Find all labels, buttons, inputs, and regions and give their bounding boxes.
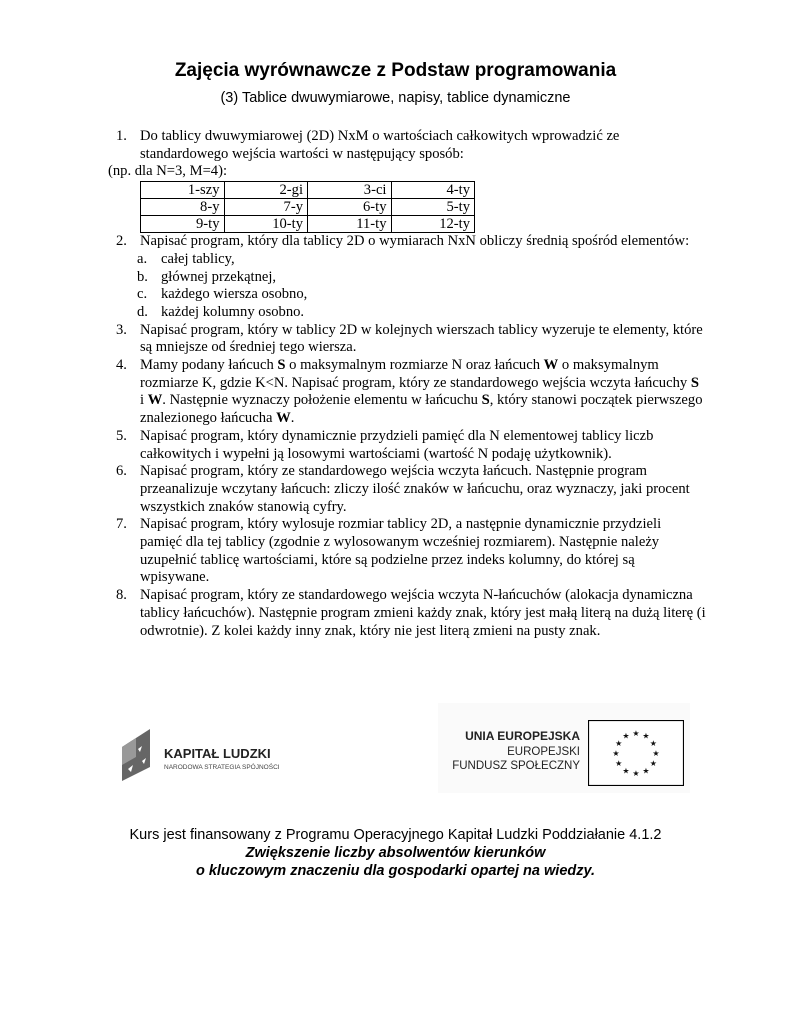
project-title-line: o kluczowym znaczeniu dla gospodarki opartej na wiedzy. [195, 863, 596, 879]
eu-flag-icon [588, 720, 684, 786]
table-row [141, 216, 475, 233]
eu-line: FUNDUSZ SPOŁECZNY [452, 760, 580, 772]
task-1 [116, 128, 706, 163]
task-text-part: o maksymalnym rozmiarze K, gdzie K<N. Napisać program, który ze standardowego wejścia wczyta łańcuchy [140, 357, 691, 391]
task-7 [116, 516, 706, 587]
task-text-part: o maksymalnym rozmiarze N oraz łańcuch [285, 357, 544, 374]
sub-letter: b. [137, 268, 148, 285]
sub-letter: c. [137, 286, 148, 303]
page-title: Zajęcia wyrównawcze z Podstaw programowania [174, 60, 617, 81]
task-text: Napisać program, który w tablicy 2D w kolejnych wierszach tablicy wyzeruje te elementy, które są mniejsze od średniej tego wiersza. [140, 321, 703, 356]
task-text-part: , który stanowi początek pierwszego znalezionego łańcucha [140, 392, 703, 427]
string-name: W [543, 357, 559, 374]
eu-line: UNIA EUROPEJSKA [465, 729, 580, 743]
table-cell: 11-ty [308, 216, 392, 233]
eu-star-icon: ★ [642, 766, 650, 776]
sub-item [116, 286, 706, 304]
eu-text [452, 729, 580, 772]
task-number: 8. [116, 587, 127, 604]
task-text: Napisać program, który ze standardowego wejścia wczyta łańcuch. Następnie program przeanalizuje wczytany łańcuch: zliczy ilość znaków w łańcuchu, oraz wyznaczy, jaki procent wszystkich znaków stanowią cyfry. [140, 463, 690, 515]
task-number: 7. [116, 516, 127, 533]
task-text-part: . [290, 410, 295, 427]
eu-star-icon: ★ [649, 759, 657, 768]
task-number: 2. [116, 233, 127, 250]
example-note: (np. dla N=3, M=4): [108, 163, 228, 180]
eu-star-icon: ★ [652, 749, 660, 758]
task-2 [116, 233, 706, 251]
table-cell: 9-ty [141, 216, 225, 233]
task-text: Do tablicy dwuwymiarowej (2D) NxM o wartościach całkowitych wprowadzić ze standardowego wejścia wartości w następujący sposób: [140, 128, 620, 162]
task-text-part: i [140, 392, 148, 409]
task-text: Napisać program, który dynamicznie przydzieli pamięć dla N elementowej tablicy liczb całkowitych i wypełni ją losowymi wartościami (wartość N podaję użytkownik). [140, 427, 654, 462]
table-row [141, 199, 475, 216]
funding-line: Kurs jest finansowany z Programu Operacyjnego Kapitał Ludzki Poddziałanie 4.1.2 [129, 827, 662, 843]
task-number: 6. [116, 463, 127, 480]
eu-star-icon: ★ [632, 729, 640, 738]
sub-text: głównej przekątnej, [161, 268, 277, 285]
task-5 [116, 428, 706, 463]
eu-star-icon: ★ [615, 759, 623, 768]
eu-star-icon: ★ [649, 739, 657, 748]
eu-star-icon: ★ [642, 731, 650, 741]
task-number: 1. [116, 128, 127, 144]
example-table [140, 181, 475, 233]
eu-star-icon: ★ [632, 769, 640, 778]
task-number: 3. [116, 321, 127, 338]
string-name: S [690, 374, 699, 391]
task-4 [116, 357, 706, 428]
task-list [108, 128, 706, 640]
table-cell: 6-ty [308, 199, 392, 216]
table-cell: 7-y [224, 199, 308, 216]
task-text: Napisać program, który wylosuje rozmiar tablicy 2D, a następnie dynamicznie przydzieli pamięć dla tej tablicy (zgodnie z wylosowanym wcześniej rozmiarem). Następnie należy uzupełnić tablicę wartościami, które są podzielne przez indeks kolumny, do której są wpisywane. [140, 516, 662, 586]
sub-item [116, 304, 706, 322]
table-cell: 1-szy [141, 182, 225, 199]
sub-text: całej tablicy, [161, 250, 235, 267]
task-number: 5. [116, 427, 127, 444]
sub-letter: d. [137, 303, 148, 320]
sub-item [116, 269, 706, 287]
task-6 [116, 463, 706, 516]
page-subtitle: (3) Tablice dwuwymiarowe, napisy, tablice dynamiczne [220, 90, 571, 106]
task-number: 4. [116, 357, 127, 374]
task-text-part: Mamy podany łańcuch [140, 357, 278, 374]
sub-text: każdego wiersza osobno, [161, 286, 308, 303]
sub-item [116, 251, 706, 269]
table-cell: 12-ty [391, 216, 475, 233]
task-3 [116, 322, 706, 357]
eu-logo [438, 703, 690, 793]
table-row [141, 182, 475, 199]
task-8 [116, 587, 706, 640]
eu-star-icon: ★ [612, 749, 620, 758]
table-cell: 10-ty [224, 216, 308, 233]
string-name: W [147, 392, 163, 409]
table-cell: 8-y [141, 199, 225, 216]
kapital-ludzki-logo [120, 727, 300, 787]
string-name: W [276, 410, 291, 427]
string-name: S [481, 392, 490, 409]
table-cell: 3-ci [308, 182, 392, 199]
eu-star-icon: ★ [615, 739, 623, 748]
task-text: Napisać program, który dla tablicy 2D o wymiarach NxN obliczy średnią spośród elementów: [140, 233, 690, 250]
table-cell: 2-gi [224, 182, 308, 199]
eu-star-icon: ★ [622, 766, 630, 776]
funding-footer [0, 826, 791, 880]
eu-star-icon: ★ [622, 731, 630, 741]
eu-line: EUROPEJSKI [507, 746, 580, 758]
project-title-line: Zwiększenie liczby absolwentów kierunków [245, 845, 546, 861]
task-text: Napisać program, który ze standardowego wejścia wczyta N-łańcuchów (alokacja dynamiczna tablicy łańcuchów). Następnie program zmieni każdy znak, który jest małą literą na dużą literę (i odwrotnie). Z kolei każdy inny znak, który nie jest literą zmieni na pusty znak. [140, 587, 706, 639]
task-text-part: . Następnie wyznaczy położenie elementu w łańcuchu [162, 392, 482, 409]
kapital-ludzki-name: KAPITAŁ LUDZKI [164, 746, 271, 761]
logo-bar [0, 700, 791, 800]
kapital-ludzki-subtitle: NARODOWA STRATEGIA SPÓJNOŚCI [164, 764, 280, 771]
table-cell: 4-ty [391, 182, 475, 199]
string-name: S [277, 357, 286, 374]
sub-letter: a. [137, 250, 148, 267]
kapital-ludzki-icon [120, 727, 154, 783]
sub-text: każdej kolumny osobno. [161, 303, 305, 320]
table-cell: 5-ty [391, 199, 475, 216]
